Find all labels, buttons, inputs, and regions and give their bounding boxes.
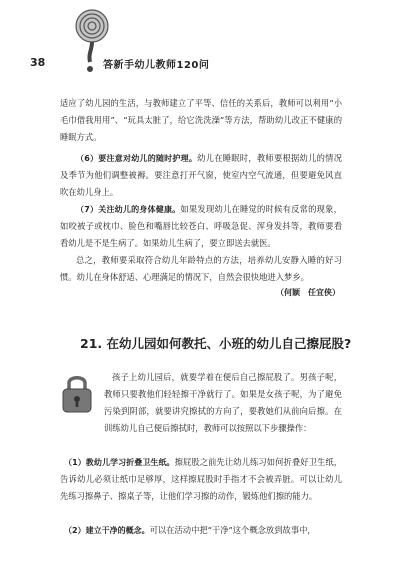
paragraph-text: 孩子上幼儿园后，就要学着在便后自己擦屁股了。男孩子呢，教师只要教他们轻轻擦干净就行了。如果是女孩子呢，为了避免污染到阴部，就要讲究擦拭的方向了，要教她们从前向后擦。在训练幼儿自己便后擦拭时，教师可以按照以下步骤操作：: [104, 372, 342, 433]
paragraph: [60, 150, 342, 201]
paragraph-lead: （6）要注意对幼儿的随时护理。: [76, 154, 198, 163]
paragraph: [60, 522, 342, 539]
paragraph: [60, 454, 342, 505]
paragraph-text: 擦屁股之前先让幼儿练习如何折叠好卫生纸，告诉幼儿必须让纸巾足够厚，这样擦屁股时手指才不会被弄脏。可以让幼儿先练习擦鼻子、擦桌子等，让他们学习擦的动作，锻炼他们擦的能力。: [60, 457, 342, 501]
paragraph-text: 总之，教师要采取符合幼儿年龄特点的方法，培养幼儿安静入睡的好习惯。幼儿在身体舒适、心理满足的情况下，自然会很快地进入梦乡。: [60, 255, 342, 282]
paragraph-text: 可以在活动中把“干净”这个概念放到故事中，: [149, 525, 316, 535]
book-title: 答新手幼儿教师120问: [103, 60, 210, 71]
paragraph-lead: （1）教幼儿学习折叠卫生纸。: [64, 458, 175, 467]
paragraph-text: 适应了幼儿园的生活，与教师建立了平等、信任的关系后，教师可以利用“小毛巾借我用用”、“玩具太脏了，给它洗洗澡”等方法，帮助幼儿改正不健康的睡眠方式。: [60, 98, 342, 142]
author-credit: （何颖 任宜侠）: [276, 288, 340, 297]
paragraph-text: 幼儿在睡眠时，教师要根据幼儿的情况及季节为他们调整被褥。要注意打开气窗，使室内空气流通，但要避免风直吹在幼儿身上。: [60, 153, 342, 197]
paragraph-lead: （2）建立干净的概念。: [64, 526, 150, 535]
paragraph: [60, 95, 342, 146]
padlock-icon: [60, 372, 94, 414]
paragraph: [104, 369, 342, 437]
section-title: 21. 在幼儿园如何教托、小班的幼儿自己擦屁股?: [80, 336, 352, 351]
paragraph: [60, 201, 342, 252]
page-number: 38: [30, 56, 46, 69]
paragraph-text: 如果发现幼儿在睡觉的时候有反常的现象，如咬被子或枕巾、脸色和嘴唇比较苍白、呼吸急促、浑身发抖等，教师要看看幼儿是不是生病了。如果幼儿生病了，要立即送去就医。: [60, 204, 342, 248]
paragraph-lead: （7）关注幼儿的身体健康。: [76, 205, 181, 214]
paragraph: [60, 252, 342, 286]
